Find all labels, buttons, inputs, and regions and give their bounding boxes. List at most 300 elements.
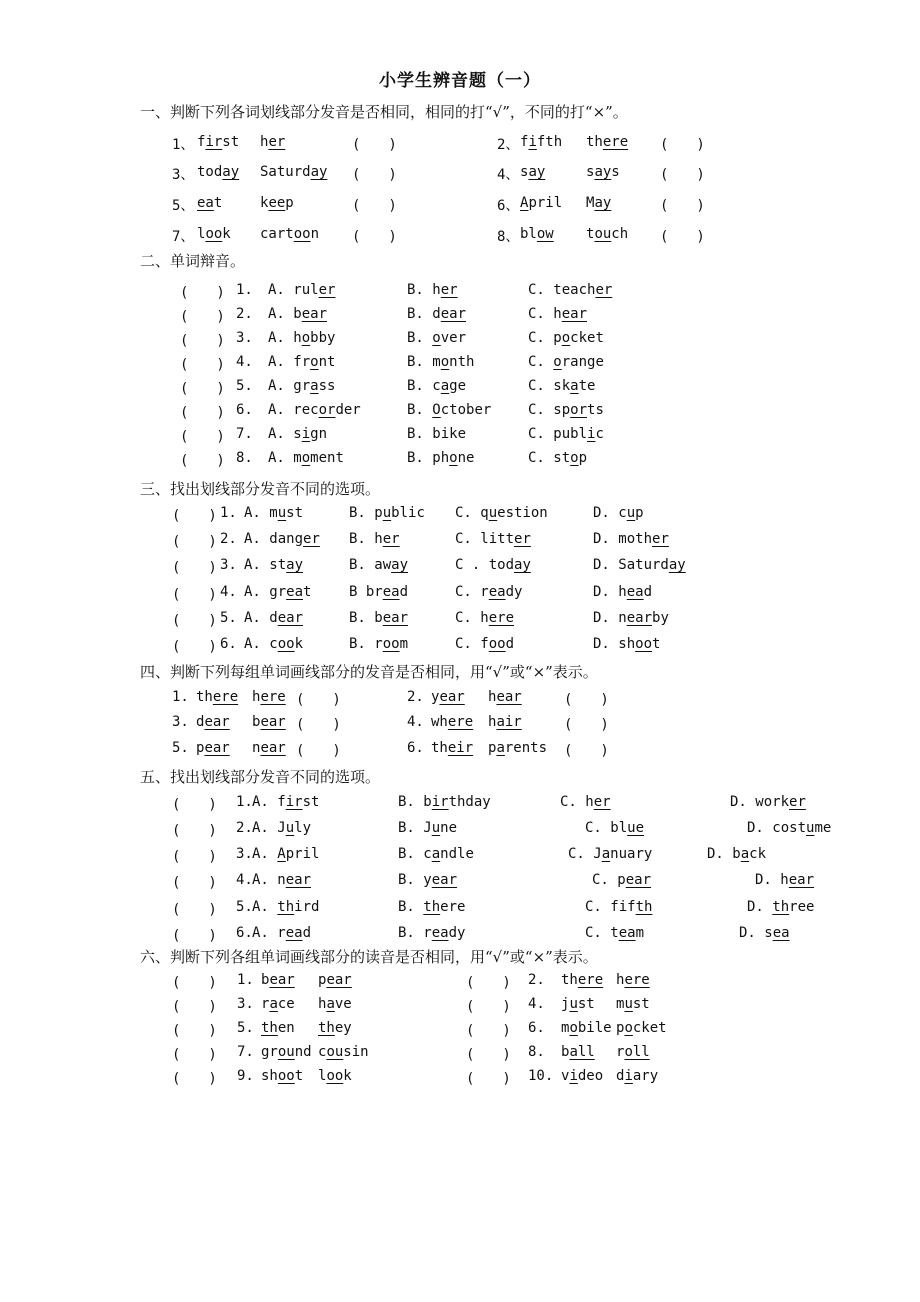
underlined-letters: o	[449, 450, 458, 466]
answer-blank[interactable]: ( )	[172, 902, 217, 918]
cell	[747, 820, 831, 836]
cell	[252, 872, 311, 888]
underlined-letters: er	[514, 531, 531, 547]
answer-blank[interactable]: ( )	[172, 823, 217, 839]
underlined-letters: ea	[431, 925, 449, 941]
underlined-letters: a	[310, 378, 319, 394]
option-a: A. near	[252, 872, 312, 888]
option-c: C. ready	[455, 584, 523, 600]
underlined-letters: o	[432, 330, 441, 346]
word: diary	[616, 1068, 659, 1084]
underlined-letters: ere	[577, 972, 604, 988]
underlined-letters: ou	[326, 1044, 344, 1060]
answer-blank[interactable]: ( )	[466, 975, 511, 991]
answer-blank[interactable]: ( )	[660, 167, 705, 183]
cell	[236, 426, 253, 442]
option-a: A. July	[252, 820, 312, 836]
cell	[296, 740, 341, 760]
item-number: 6.	[236, 402, 253, 418]
item-number: 8、	[497, 229, 520, 245]
cell	[236, 872, 253, 888]
answer-blank[interactable]: ( )	[352, 167, 397, 183]
cell	[407, 740, 424, 756]
item-number: 7.	[236, 426, 253, 442]
cell	[172, 1020, 217, 1040]
option-b: B. dear	[407, 306, 467, 322]
underlined-letters: ear	[431, 872, 458, 888]
answer-blank[interactable]: ( )	[352, 198, 397, 214]
cell	[528, 306, 587, 322]
underlined-letters: o	[570, 450, 579, 466]
answer-blank[interactable]: ( )	[660, 137, 705, 153]
underlined-letters: ay	[391, 557, 409, 573]
answer-blank[interactable]: ( )	[172, 613, 217, 629]
cell	[520, 164, 545, 180]
option-b: B. away	[349, 557, 409, 573]
answer-blank[interactable]: ( )	[180, 285, 225, 301]
answer-blank[interactable]: ( )	[172, 1071, 217, 1087]
answer-blank[interactable]: ( )	[180, 405, 225, 421]
underlined-letters: ir	[205, 134, 223, 150]
option-c: C. stop	[528, 450, 588, 466]
answer-blank[interactable]: ( )	[296, 717, 341, 733]
answer-blank[interactable]: ( )	[172, 928, 217, 944]
underlined-letters: a	[496, 740, 505, 756]
cell	[172, 557, 217, 577]
cell	[244, 505, 303, 521]
underlined-letters: a	[326, 996, 335, 1012]
word: cartoon	[260, 226, 320, 242]
word: where	[431, 714, 474, 730]
section-4-row	[0, 740, 920, 764]
cell	[268, 282, 335, 298]
option-a: A. stay	[244, 557, 304, 573]
cell	[455, 636, 514, 652]
underlined-letters: th	[318, 1020, 335, 1036]
cell	[252, 846, 319, 862]
item-number: 5.	[236, 899, 253, 915]
section-5-row	[0, 846, 920, 870]
cell	[407, 282, 458, 298]
underlined-letters: or	[570, 402, 588, 418]
answer-blank[interactable]: ( )	[172, 587, 217, 603]
underlined-letters: ay	[222, 164, 240, 180]
cell	[318, 1020, 352, 1036]
cell	[497, 164, 519, 184]
word: hear	[488, 689, 522, 705]
option-a: A. recorder	[268, 402, 361, 418]
answer-blank[interactable]: ( )	[172, 534, 217, 550]
option-d: D. shoot	[593, 636, 661, 652]
option-a: A. great	[244, 584, 312, 600]
cell	[585, 925, 644, 941]
item-number: 2.	[407, 689, 424, 705]
underlined-letters: ea	[286, 584, 304, 600]
word: parents	[488, 740, 548, 756]
item-number: 4.	[236, 872, 253, 888]
cell	[172, 164, 194, 184]
item-number: 4.	[407, 714, 424, 730]
underlined-letters: u	[431, 820, 441, 836]
answer-blank[interactable]: ( )	[660, 198, 705, 214]
option-d: D. mother	[593, 531, 669, 547]
cell	[220, 584, 237, 600]
answer-blank[interactable]: ( )	[660, 229, 705, 245]
cell	[593, 505, 644, 521]
cell	[244, 636, 303, 652]
underlined-letters: o	[301, 450, 311, 466]
option-b: B. ready	[398, 925, 466, 941]
cell	[616, 1020, 667, 1036]
section-3-row	[0, 531, 920, 555]
cell	[180, 354, 225, 374]
cell	[528, 1068, 553, 1084]
cell	[431, 714, 473, 730]
cell	[593, 610, 669, 626]
underlined-letters: er	[382, 531, 400, 547]
cell	[585, 820, 644, 836]
cell	[466, 1068, 511, 1088]
answer-blank[interactable]: ( )	[180, 453, 225, 469]
underlined-letters: i	[528, 134, 537, 150]
cell	[528, 1044, 545, 1060]
section-5-row	[0, 820, 920, 844]
underlined-letters: A	[520, 195, 529, 211]
option-d: D. Saturday	[593, 557, 686, 573]
cell	[398, 872, 457, 888]
option-d: D. three	[747, 899, 815, 915]
cell	[455, 505, 548, 521]
item-number: 4、	[497, 167, 520, 183]
word: here	[252, 689, 286, 705]
cell	[528, 996, 545, 1012]
word: ball	[561, 1044, 595, 1060]
underlined-letters: all	[569, 1044, 595, 1060]
underlined-letters: ea	[382, 584, 400, 600]
cell	[398, 846, 474, 862]
option-b: B. room	[349, 636, 409, 652]
cell	[497, 134, 519, 154]
underlined-letters: th	[772, 899, 790, 915]
cell	[172, 689, 189, 705]
option-a: A. moment	[268, 450, 344, 466]
word: just	[561, 996, 595, 1012]
cell	[237, 1068, 254, 1084]
section-3-row	[0, 610, 920, 634]
section-2-row	[0, 450, 920, 474]
cell	[528, 972, 545, 988]
answer-blank[interactable]: ( )	[296, 743, 341, 759]
cell	[236, 450, 253, 466]
section-6-heading: 六、判断下列各组单词画线部分的读音是否相同，用“√”或“×”表示。	[140, 948, 598, 966]
answer-blank[interactable]: ( )	[180, 357, 225, 373]
cell	[180, 450, 225, 470]
item-number: 3.	[172, 714, 189, 730]
section-5-heading: 五、找出划线部分发音不同的选项。	[140, 768, 381, 786]
answer-blank[interactable]: ( )	[564, 692, 609, 708]
underlined-letters: i	[301, 426, 311, 442]
cell	[455, 531, 531, 547]
cell	[296, 689, 341, 709]
word: cousin	[318, 1044, 369, 1060]
underlined-letters: ea	[626, 584, 644, 600]
option-c: C. team	[585, 925, 645, 941]
answer-blank[interactable]: ( )	[352, 229, 397, 245]
underlined-letters: air	[496, 714, 522, 730]
option-b: B. bear	[349, 610, 409, 626]
option-c: C. pear	[592, 872, 652, 888]
cell	[455, 584, 522, 600]
underlined-letters: er	[789, 794, 806, 810]
underlined-letters: u	[569, 996, 578, 1012]
answer-blank[interactable]: ( )	[172, 875, 217, 891]
answer-blank[interactable]: ( )	[172, 975, 217, 991]
answer-blank[interactable]: ( )	[172, 508, 217, 524]
answer-blank[interactable]: ( )	[564, 717, 609, 733]
option-c: C. skate	[528, 378, 596, 394]
underlined-letters: o	[569, 1020, 578, 1036]
answer-blank[interactable]: ( )	[466, 1023, 511, 1039]
cell	[497, 195, 519, 215]
answer-blank[interactable]: ( )	[180, 429, 225, 445]
word: there	[196, 689, 239, 705]
option-b: B. birthday	[398, 794, 491, 810]
option-b: B. her	[349, 531, 400, 547]
cell	[196, 689, 238, 705]
underlined-letters: th	[277, 899, 295, 915]
cell	[252, 740, 286, 756]
underlined-letters: ear	[788, 872, 815, 888]
cell	[528, 426, 604, 442]
cell	[296, 714, 341, 734]
underlined-letters: a	[570, 378, 579, 394]
answer-blank[interactable]: ( )	[172, 797, 217, 813]
answer-blank[interactable]: ( )	[296, 692, 341, 708]
option-c: C. her	[560, 794, 611, 810]
underlined-letters: ear	[269, 972, 295, 988]
underlined-letters: ear	[496, 689, 522, 705]
item-number: 4.	[220, 584, 237, 600]
section-2-row	[0, 354, 920, 378]
cell	[488, 689, 522, 705]
option-b: B. phone	[407, 450, 475, 466]
cell	[172, 872, 217, 892]
option-b: B. there	[398, 899, 466, 915]
cell	[236, 899, 253, 915]
answer-blank[interactable]: ( )	[466, 1071, 511, 1087]
section-3-row	[0, 505, 920, 529]
item-number: 3.	[237, 996, 254, 1012]
cell	[172, 610, 217, 630]
cell	[586, 195, 611, 211]
underlined-letters: u	[277, 505, 287, 521]
cell	[616, 1068, 658, 1084]
word: must	[616, 996, 650, 1012]
word: race	[261, 996, 295, 1012]
cell	[237, 1020, 254, 1036]
cell	[172, 925, 217, 945]
underlined-letters: ir	[431, 794, 449, 810]
cell	[236, 354, 253, 370]
cell	[593, 557, 686, 573]
option-b: B. her	[407, 282, 458, 298]
cell	[237, 1044, 254, 1060]
word: fifth	[520, 134, 563, 150]
underlined-letters: ear	[260, 714, 286, 730]
section-6-row	[0, 1044, 920, 1068]
cell	[252, 899, 319, 915]
option-b: B. month	[407, 354, 475, 370]
cell	[268, 378, 335, 394]
cell	[520, 226, 554, 242]
item-number: 3.	[236, 330, 253, 346]
word: look	[318, 1068, 352, 1084]
section-4-heading: 四、判断下列每组单词画线部分的发音是否相同，用“√”或“×”表示。	[140, 663, 598, 681]
underlined-letters: i	[569, 1068, 578, 1084]
cell	[252, 820, 311, 836]
cell	[172, 714, 189, 730]
cell	[196, 740, 230, 756]
item-number: 3.	[236, 846, 253, 862]
underlined-letters: o	[561, 330, 571, 346]
answer-blank[interactable]: ( )	[172, 999, 217, 1015]
word: hair	[488, 714, 522, 730]
cell	[180, 306, 225, 326]
answer-blank[interactable]: ( )	[466, 1047, 511, 1063]
section-6-row	[0, 996, 920, 1020]
underlined-letters: i	[624, 1068, 633, 1084]
answer-blank[interactable]: ( )	[172, 849, 217, 865]
option-a: A. bear	[268, 306, 328, 322]
option-c: C. fifth	[585, 899, 653, 915]
cell	[520, 195, 562, 211]
option-c: C. public	[528, 426, 604, 442]
cell	[528, 330, 604, 346]
underlined-letters: ir	[285, 794, 303, 810]
section-4-row	[0, 714, 920, 738]
cell	[568, 846, 652, 862]
answer-blank[interactable]: ( )	[172, 560, 217, 576]
item-number: 2.	[236, 306, 253, 322]
cell	[349, 557, 408, 573]
word: ground	[261, 1044, 312, 1060]
underlined-letters: ea	[772, 925, 790, 941]
item-number: 10.	[528, 1068, 554, 1084]
answer-blank[interactable]: ( )	[564, 743, 609, 759]
cell	[197, 195, 222, 211]
cell	[528, 282, 612, 298]
item-number: 4.	[528, 996, 545, 1012]
option-c: C. food	[455, 636, 515, 652]
option-b: B. June	[398, 820, 458, 836]
underlined-letters: or	[318, 402, 336, 418]
cell	[172, 226, 194, 246]
cell	[398, 820, 457, 836]
cell	[407, 306, 466, 322]
word: pocket	[616, 1020, 667, 1036]
cell	[220, 531, 237, 547]
answer-blank[interactable]: ( )	[180, 333, 225, 349]
cell	[730, 794, 806, 810]
cell	[560, 794, 611, 810]
word: her	[260, 134, 286, 150]
section-2-row	[0, 282, 920, 306]
item-number: 5.	[237, 1020, 254, 1036]
underlined-letters: o	[553, 354, 562, 370]
underlined-letters: ea	[618, 925, 636, 941]
option-d: D. worker	[730, 794, 806, 810]
answer-blank[interactable]: ( )	[466, 999, 511, 1015]
section-6-row	[0, 1068, 920, 1092]
cell	[455, 557, 531, 573]
item-number: 5.	[172, 740, 189, 756]
answer-blank[interactable]: ( )	[172, 1023, 217, 1039]
cell	[586, 134, 628, 150]
item-number: 2.	[528, 972, 545, 988]
underlined-letters: oo	[277, 636, 295, 652]
underlined-letters: er	[318, 282, 336, 298]
underlined-letters: ear	[625, 872, 652, 888]
cell	[236, 846, 253, 862]
cell	[172, 996, 217, 1016]
answer-blank[interactable]: ( )	[172, 1047, 217, 1063]
underlined-letters: er	[440, 282, 458, 298]
cell	[318, 996, 352, 1012]
cell	[349, 584, 408, 600]
answer-blank[interactable]: ( )	[352, 137, 397, 153]
item-number: 9.	[237, 1068, 254, 1084]
cell	[455, 610, 514, 626]
underlined-letters: ear	[204, 714, 230, 730]
word: bear	[261, 972, 295, 988]
word: roll	[616, 1044, 650, 1060]
item-number: 4.	[236, 354, 253, 370]
underlined-letters: ay	[594, 195, 612, 211]
cell	[398, 794, 491, 810]
option-b: B bread	[349, 584, 409, 600]
item-number: 2.	[236, 820, 253, 836]
cell	[407, 330, 466, 346]
cell	[252, 794, 319, 810]
underlined-letters: ear	[561, 306, 588, 322]
cell	[220, 505, 237, 521]
cell	[172, 846, 217, 866]
cell	[268, 402, 361, 418]
cell	[528, 450, 587, 466]
cell	[268, 354, 335, 370]
section-6-row	[0, 1020, 920, 1044]
cell	[244, 610, 303, 626]
option-c: C. January	[568, 846, 653, 862]
cell	[593, 584, 652, 600]
underlined-letters: o	[440, 354, 450, 370]
cell	[220, 610, 237, 626]
underlined-letters: ear	[439, 689, 465, 705]
cell	[260, 134, 285, 150]
answer-blank[interactable]: ( )	[180, 309, 225, 325]
section-2-row	[0, 402, 920, 426]
option-c: C. question	[455, 505, 548, 521]
option-d: D. costume	[747, 820, 832, 836]
cell	[236, 330, 253, 346]
answer-blank[interactable]: ( )	[172, 639, 217, 655]
cell	[237, 996, 254, 1012]
section-1-row	[0, 134, 920, 158]
cell	[268, 450, 344, 466]
cell	[252, 925, 311, 941]
answer-blank[interactable]: ( )	[180, 381, 225, 397]
option-b: B. candle	[398, 846, 474, 862]
